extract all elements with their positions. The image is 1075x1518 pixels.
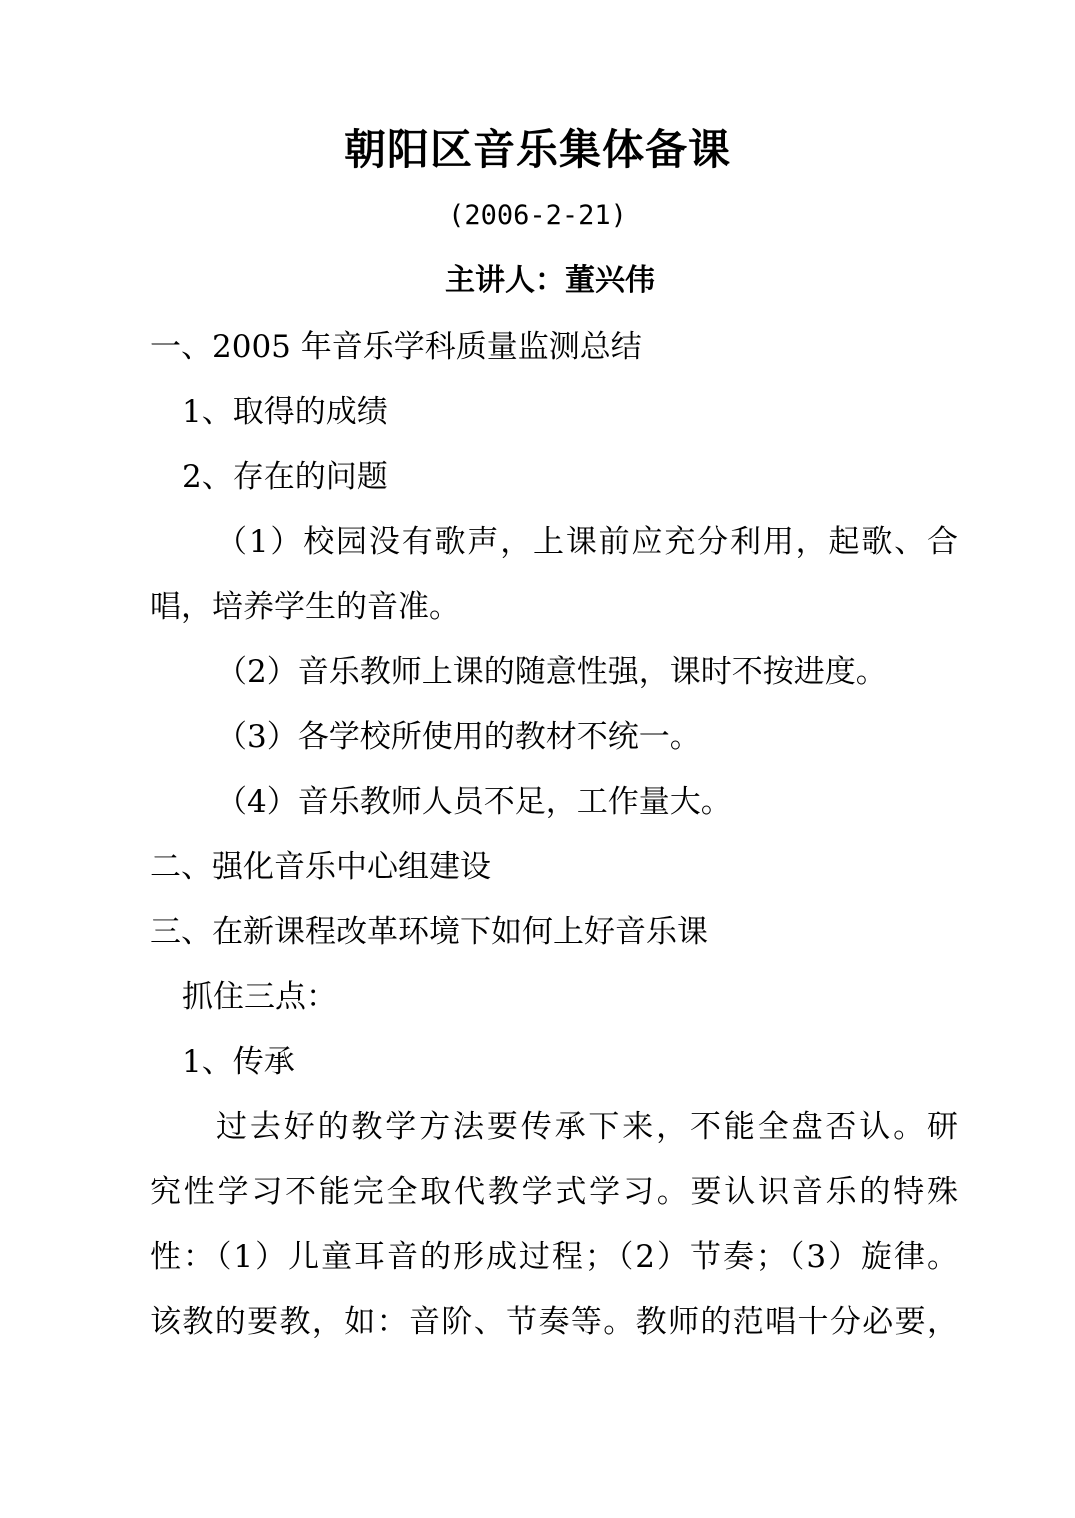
problem-item-2: （2）音乐教师上课的随意性强，课时不按进度。	[216, 654, 887, 690]
problem-item-1-cont: 唱，培养学生的音准。	[150, 589, 460, 625]
point-1-paragraph-line-1: 过去好的教学方法要传承下来，不能全盘否认。研	[216, 1109, 958, 1145]
section-heading-2: 二、强化音乐中心组建设	[150, 849, 491, 885]
point-1-paragraph-line-2: 究性学习不能完全取代教学式学习。要认识音乐的特殊	[150, 1174, 958, 1210]
three-points-label: 抓住三点：	[182, 979, 337, 1015]
speaker-line: 主讲人：董兴伟	[445, 263, 655, 298]
problem-item-1: （1）校园没有歌声，上课前应充分利用，起歌、合	[216, 524, 958, 560]
subheading-problems: 2、存在的问题	[182, 459, 388, 495]
problem-item-4: （4）音乐教师人员不足，工作量大。	[216, 784, 732, 820]
problem-item-3: （3）各学校所使用的教材不统一。	[216, 719, 701, 755]
document-title: 朝阳区音乐集体备课	[343, 125, 731, 174]
section-heading-1: 一、2005 年音乐学科质量监测总结	[150, 329, 642, 365]
subheading-achievements: 1、取得的成绩	[182, 394, 388, 430]
point-1-heading: 1、传承	[182, 1044, 295, 1080]
section-heading-3: 三、在新课程改革环境下如何上好音乐课	[150, 914, 708, 950]
document-date: (2006-2-21)	[448, 200, 627, 231]
point-1-paragraph-line-4: 该教的要教，如：音阶、节奏等。教师的范唱十分必要，	[150, 1304, 958, 1340]
point-1-paragraph-line-3: 性：（1）儿童耳音的形成过程；（2）节奏；（3）旋律。	[150, 1239, 958, 1275]
